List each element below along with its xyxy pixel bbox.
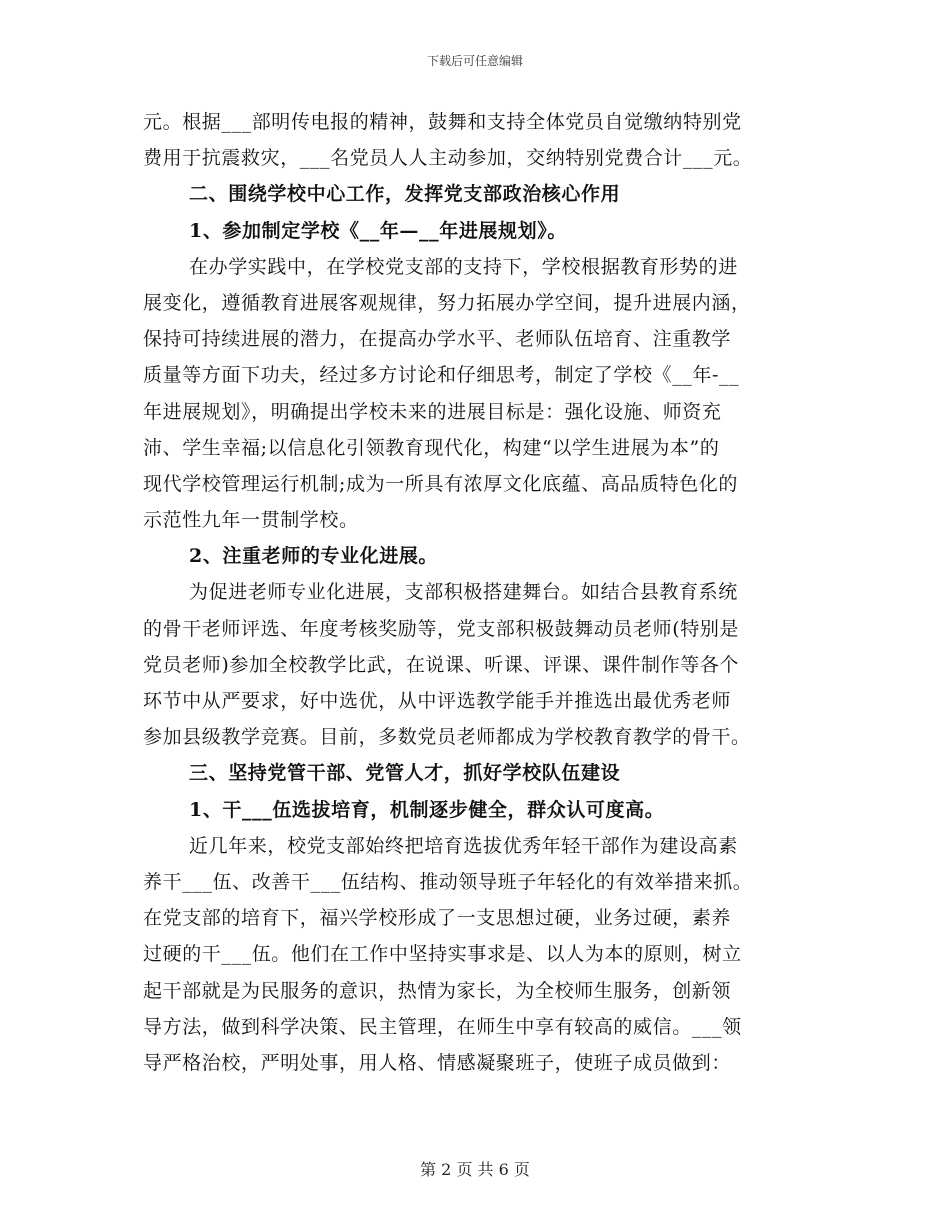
paragraph-line: 示范性九年一贯制学校。 — [143, 509, 359, 532]
paragraph-line: 元。根据___部明传电报的精神，鼓舞和支持全体党员自觉缴纳特别党 — [143, 111, 742, 133]
paragraph-line: 年进展规划》，明确提出学校未来的进展目标是：强化设施、师资充 — [143, 400, 722, 423]
paragraph-line: 为促进老师专业化进展，支部积极搭建舞台。如结合县教育系统 — [189, 581, 738, 604]
paragraph-line: 养干___伍、改善干___伍结构、推动领导班子年轻化的有效举措来抓。 — [143, 870, 753, 893]
paragraph-line: 导严格治校，严明处事，用人格、情感凝聚班子，使班子成员做到： — [143, 1051, 732, 1074]
paragraph-line: 费用于抗震救灾，___名党员人人主动参加，交纳特别党费合计___元。 — [143, 147, 753, 170]
paragraph-line: 起干部就是为民服务的意识，热情为家长，为全校师生服务，创新领 — [143, 979, 732, 1002]
paragraph-line: 环节中从严要求，好中选优，从中评选教学能手并推选出最优秀老师 — [143, 690, 732, 712]
paragraph-line: 参加县级教学竞赛。目前，多数党员老师都成为学校教育教学的骨干。 — [143, 726, 751, 749]
paragraph-line: 质量等方面下功夫，经过多方讨论和仔细思考，制定了学校《__年-__ — [143, 364, 740, 387]
paragraph-line: 导方法，做到科学决策、民主管理，在师生中享有较高的威信。___领 — [143, 1015, 742, 1038]
paragraph-line: 过硬的干___伍。他们在工作中坚持实事求是、以人为本的原则，树立 — [143, 943, 742, 966]
section-heading: 1、干___伍选拔培育，机制逐步健全，群众认可度高。 — [189, 798, 665, 821]
section-heading: 三、坚持党管干部、党管人才，抓好学校队伍建设 — [189, 762, 621, 785]
paragraph-line: 保持可持续进展的潜力，在提高办学水平、老师队伍培育、注重教学 — [143, 328, 732, 351]
section-heading: 2、注重老师的专业化进展。 — [189, 545, 439, 568]
document-body — [143, 104, 813, 1081]
paragraph-line: 党员老师)参加全校教学比武，在说课、听课、评课、课件制作等各个 — [143, 653, 740, 676]
paragraph-line: 的骨干老师评选、年度考核奖励等，党支部积极鼓舞动员老师(特别是 — [143, 617, 740, 640]
section-heading: 1、参加制定学校《__年—__年进展规划》。 — [189, 219, 567, 242]
paragraph-line: 在党支部的培育下，福兴学校形成了一支思想过硬，业务过硬，素养 — [143, 907, 732, 930]
paragraph-line: 近几年来，校党支部始终把培育选拔优秀年轻干部作为建设高素 — [189, 834, 738, 857]
paragraph-line: 沛、学生幸福;以信息化引领教育现代化，构建“以学生进展为本”的 — [143, 436, 720, 459]
paragraph-line: 展变化，遵循教育进展客观规律，努力拓展办学空间，提升进展内涵， — [143, 291, 751, 314]
page-footer: 第 2 页 共 6 页 — [420, 1160, 530, 1179]
page-header: 下载后可任意编辑 — [426, 54, 523, 68]
paragraph-line: 现代学校管理运行机制;成为一所具有浓厚文化底蕴、高品质特色化的 — [143, 472, 739, 495]
paragraph-line: 在办学实践中，在学校党支部的支持下，学校根据教育形势的进 — [189, 255, 738, 278]
section-heading: 二、围绕学校中心工作，发挥党支部政治核心作用 — [189, 183, 621, 206]
